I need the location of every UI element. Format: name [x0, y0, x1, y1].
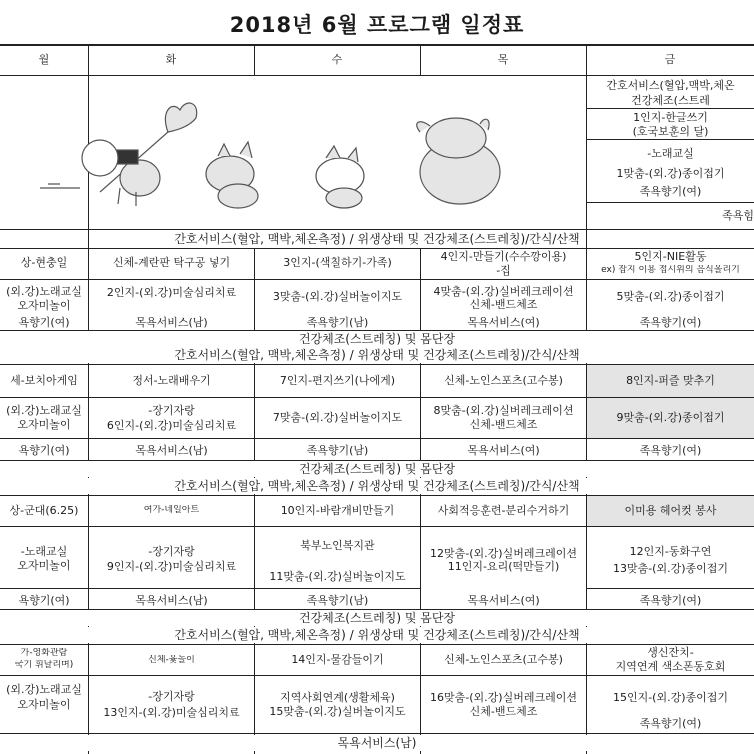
w2-wed-1: 3인지-(색칠하기-가족): [283, 256, 392, 269]
w3-mon-3: 오자미놀이: [17, 418, 71, 431]
w3-mon-4: 욕향기(여): [18, 444, 70, 457]
w4-mon-1: 상-군대(6.25): [9, 504, 79, 517]
w4-mon-3: 오자미놀이: [17, 559, 71, 572]
w4-line-2a: [0, 588, 420, 589]
col-line-3a: [420, 44, 421, 76]
care-bar-3: 간호서비스(혈압, 맥박,체온측정) / 위생상태 및 건강체조(스트레칭)/간식/산책: [0, 478, 754, 494]
w2-wed-2: 3맞춤-(외.강)실버놀이지도: [272, 290, 403, 303]
w2-fri-1: 5인지-NIE활동: [634, 250, 707, 263]
w3-wed-1: 7인지-편지쓰기(나에게): [279, 374, 396, 387]
w2-mon-4: 욕향기(여): [18, 316, 70, 329]
header-mon: 월: [38, 53, 50, 66]
w1-fri-line-8: 족욕힘: [722, 209, 754, 222]
cartoon-illustration: [40, 92, 580, 212]
w3-tue-3: 6인지-(외.강)미술심리치료: [106, 419, 237, 432]
w4-mon-2: -노래교실: [20, 545, 68, 558]
w3-fri-2: 9맞춤-(외.강)종이접기: [616, 411, 725, 424]
care-bar-2: 간호서비스(혈압, 맥박,체온측정) / 위생상태 및 건강체조(스트레칭)/간식/산책: [0, 347, 754, 363]
w2-fri-4: 족욕향기(여): [639, 316, 702, 329]
w5-fri-2: 지역연계 색소폰동호회: [615, 660, 726, 673]
w3-wed-2: 7맞춤-(외.강)실버놀이지도: [272, 411, 403, 424]
w5-mon-1: 가-영화관람: [20, 648, 68, 658]
w3-thu-2: 8맞춤-(외.강)실버레크레이션: [433, 404, 574, 417]
header-thu: 목: [497, 53, 509, 66]
w2-thu-5: 목욕서비스(여): [467, 316, 540, 329]
w3-thu-1: 신체-노인스포츠(고수봉): [444, 374, 563, 387]
w4-thu-2: 12맞춤-(외.강)실버레크레이션: [430, 547, 577, 560]
w4-thu-1: 사회적응훈련-분리수거하기: [437, 504, 570, 517]
page-title: 2018년 6월 프로그램 일정표: [229, 13, 525, 37]
w5-mon-2: 국기 휘날리며): [14, 660, 74, 670]
w5-thu-2: 16맞춤-(외.강)실버레크레이션: [430, 691, 577, 704]
w5-tue-3: 13인지-(외.강)미술심리치료: [103, 706, 240, 719]
w3-thu-3: 신체-밴드체조: [469, 418, 538, 431]
w1-fri-divider-1: [586, 108, 754, 109]
w4-tue-4: 목욕서비스(남): [135, 594, 208, 607]
w5-thu-3: 신체-밴드체조: [469, 705, 538, 718]
exercise-bar-1: 건강체조(스트레칭) 및 몸단장: [0, 331, 754, 347]
w4-wed-2: 북부노인복지관: [300, 539, 375, 552]
w4-tue-3: 9인지-(외.강)미술심리치료: [106, 560, 237, 573]
header-tue: 화: [165, 53, 177, 66]
w2-fri-3: 5맞춤-(외.강)종이접기: [616, 290, 725, 303]
w1-fri-line-6: 1맞춤-(외.강)종이접기: [616, 167, 725, 180]
w1-fri-line-5: -노래교실: [647, 147, 694, 160]
w2-mon-2: (외.강)노래교실: [6, 285, 82, 298]
w2-tue-2: 2인지-(외.강)미술심리치료: [106, 286, 237, 299]
w3-thu-4: 목욕서비스(여): [467, 444, 540, 457]
w5-tue-1: 신체-윷놀이: [148, 655, 195, 665]
w2-mon-3: 오자미놀이: [17, 299, 71, 312]
w3-fri-3: 족욕향기(여): [639, 444, 702, 457]
w1-fri-divider-2: [586, 139, 754, 140]
w2-mon-1: 상-현충일: [20, 256, 68, 269]
w3-tue-1: 정서-노래배우기: [132, 374, 211, 387]
w1-bottom-line: [0, 229, 754, 230]
w4-mon-4: 욕향기(여): [18, 594, 70, 607]
w4-tue-1: 여가-네일아트: [143, 505, 200, 515]
w5-fri-1: 생신잔치-: [647, 646, 694, 659]
w4-wed-4: 족욕향기(남): [306, 594, 369, 607]
w1-fri-line-4: (호국보훈의 달): [632, 125, 709, 138]
w5-mon-3: (외.강)노래교실: [6, 683, 82, 696]
w1-fri-line-2: 건강체조(스트레: [631, 94, 710, 107]
w3-mon-2: (외.강)노래교실: [6, 404, 82, 417]
w4-thu-3: 11인지-요리(떡만들기): [447, 560, 560, 573]
care-bar-1: 간호서비스(혈압, 맥박,체온측정) / 위생상태 및 건강체조(스트레칭)/간식/산책: [174, 232, 580, 246]
w2-thu-3: 4맞춤-(외.강)실버레크레이션: [433, 285, 574, 298]
w1-fri-line-1: 간호서비스(혈압,맥박,체온: [606, 79, 735, 92]
w2-thu-4: 신체-밴드체조: [469, 298, 538, 311]
character-1-icon: [120, 160, 160, 196]
w3-tue-2: -장기자랑: [148, 404, 195, 417]
w4-fri-2: 12인지-동화구연: [629, 545, 712, 558]
w3-tue-4: 목욕서비스(남): [135, 444, 208, 457]
header-bottom-line: [0, 75, 754, 76]
w3-line-2: [0, 438, 754, 439]
w2-tue-3: 목욕서비스(남): [135, 316, 208, 329]
care-bar-4: 간호서비스(혈압, 맥박,체온측정) / 위생상태 및 건강체조(스트레칭)/간식/산책: [0, 627, 754, 643]
w4-wed-1: 10인지-바람개비만들기: [280, 504, 395, 517]
w2-tue-1: 신체-계란판 탁구공 넣기: [112, 256, 231, 269]
w5-fri-3: 15인지-(외.강)종이접기: [612, 691, 729, 704]
w5-wed-3: 15맞춤-(외.강)실버놀이지도: [269, 705, 406, 718]
w4-thu-4: 목욕서비스(여): [467, 594, 540, 607]
w5-wed-2: 지역사회연계(생활체육): [280, 691, 395, 704]
w4-wed-3: 11맞춤-(외.강)실버놀이지도: [269, 570, 406, 583]
w3-mon-1: 세-보치아게임: [10, 374, 78, 387]
w1-fri-line-7: 족욕향기(여): [639, 185, 702, 198]
w2-thu-2: -집: [496, 264, 511, 277]
w2-wed-3: 족욕향기(남): [306, 316, 369, 329]
w1-fri-line-3: 1인지-한글쓰기: [633, 111, 708, 124]
w2-thu-1: 4인지-만들기(수수깡이용): [440, 250, 567, 263]
w5-line-2: [0, 733, 754, 734]
w4-fri-1: 이미용 헤어컷 봉사: [624, 504, 717, 517]
exercise-bar-2: 건강체조(스트레칭) 및 몸단장: [0, 461, 754, 477]
w5-thu-1: 신체-노인스포츠(고수봉): [444, 653, 563, 666]
w5-wed-1: 14인지-물감들이기: [291, 653, 384, 666]
header-wed: 수: [331, 53, 343, 66]
w5-mon-4: 오자미놀이: [17, 698, 71, 711]
w2-line-1: [0, 279, 754, 280]
w5-tue-2: -장기자랑: [148, 690, 195, 703]
w4-fri-3: 13맞춤-(외.강)종이접기: [612, 562, 729, 575]
w3-wed-3: 족욕향기(남): [306, 444, 369, 457]
w4-line-2b: [586, 588, 754, 589]
w3-fri-1: 8인지-퍼즐 맞추기: [626, 374, 715, 387]
w5-fri-4: 족욕향기(여): [639, 717, 702, 730]
exercise-bar-3: 건강체조(스트레칭) 및 몸단장: [0, 610, 754, 626]
bath-bar: 목욕서비스(남): [0, 735, 754, 751]
w1-fri-divider-3: [586, 202, 754, 203]
header-fri: 금: [664, 53, 676, 66]
w4-line-1: [0, 526, 754, 527]
w2-fri-2: ex) 잡지 이용 접시위의 음식올리기: [601, 265, 740, 275]
w5-line-1: [0, 675, 754, 676]
col-line-2a: [254, 44, 255, 76]
w4-tue-2: -장기자랑: [148, 545, 195, 558]
tulip-icon: [165, 103, 196, 132]
w4-fri-4: 족욕향기(여): [639, 594, 702, 607]
